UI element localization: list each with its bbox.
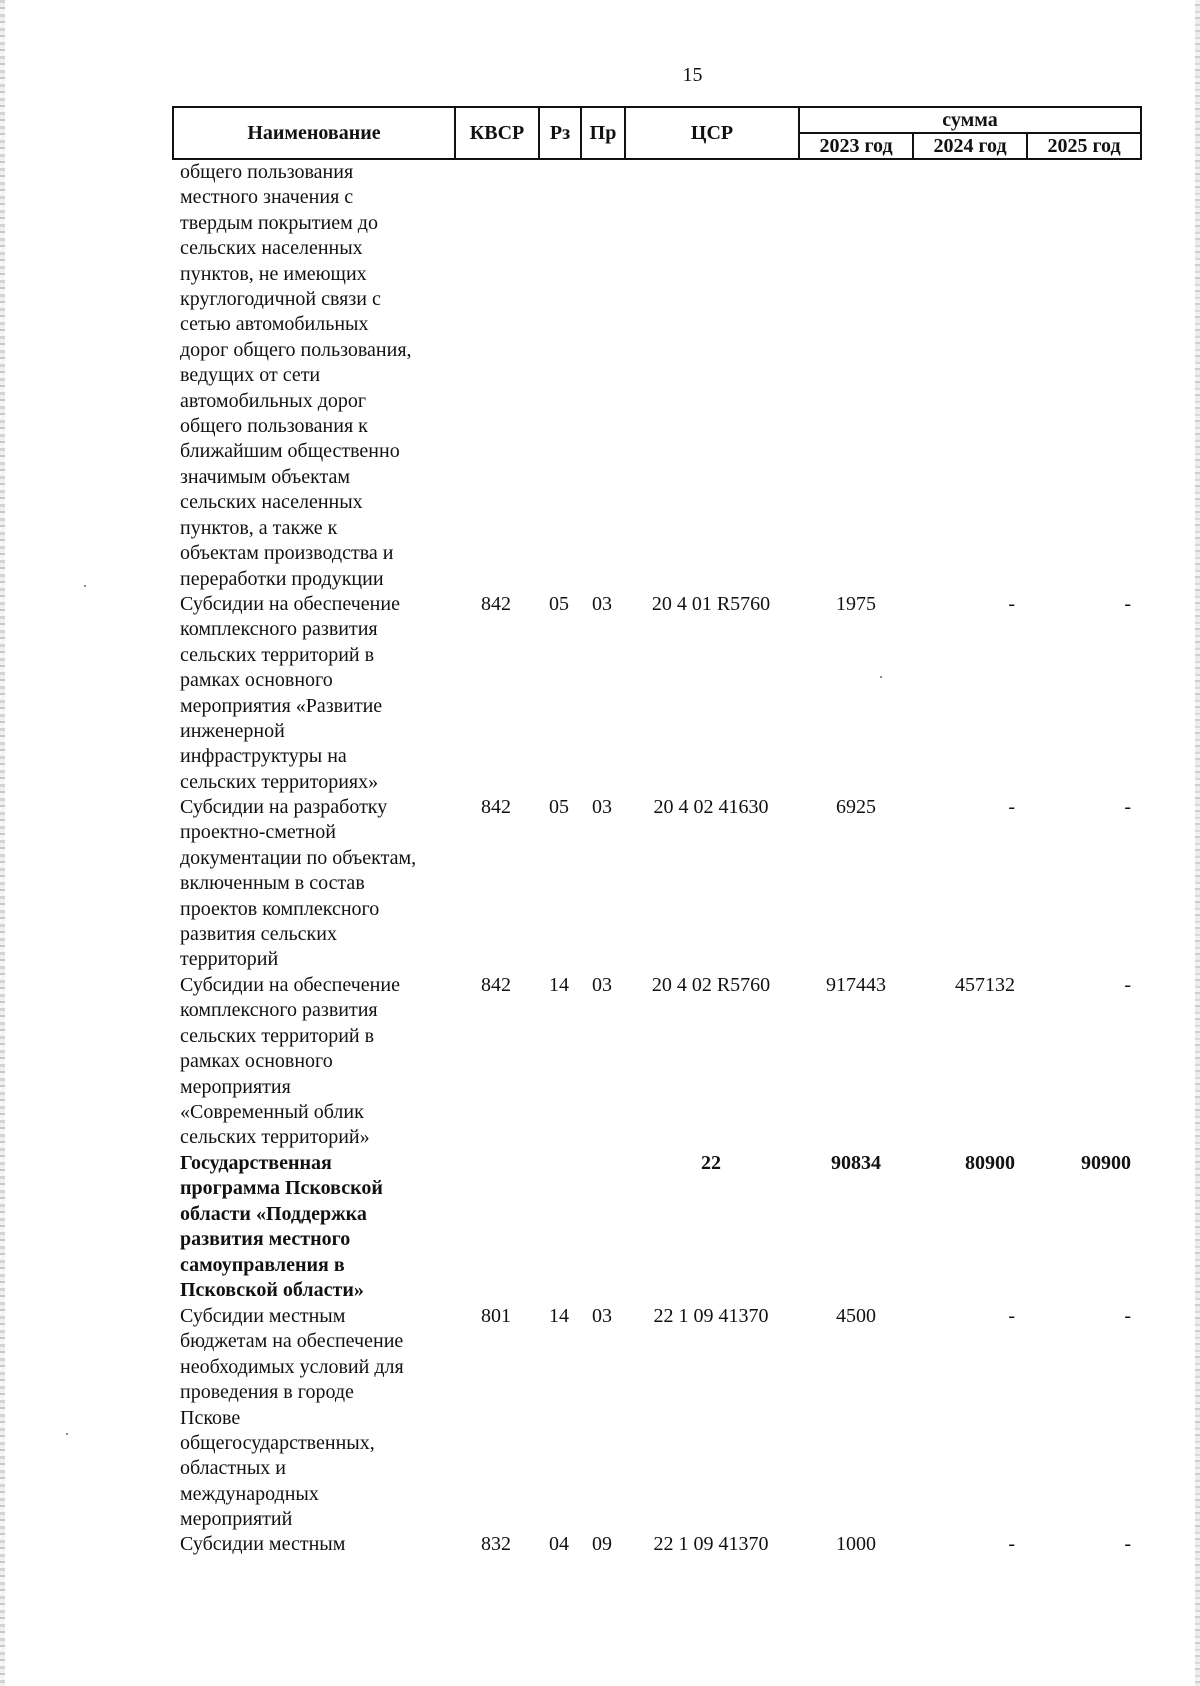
- row-name: Субсидии на обеспечение комплексного развития сельских территорий в рамках основного мероприятия «Современный облик сельских территорий»: [180, 974, 400, 1149]
- row-csr: 22 1 09 41370: [653, 1533, 769, 1555]
- table-row: [172, 1304, 1140, 1532]
- row-2024: -: [1008, 1305, 1015, 1327]
- row-rz: 14: [549, 974, 569, 996]
- header-sum: сумма: [799, 107, 1141, 133]
- row-2023: 4500: [836, 1305, 876, 1327]
- row-2024: -: [1008, 1533, 1015, 1555]
- row-rz: 04: [549, 1533, 569, 1555]
- row-csr: 20 4 02 41630: [653, 796, 769, 818]
- row-2024: 457132: [955, 974, 1015, 996]
- row-2025: -: [1124, 1533, 1131, 1555]
- header-year-2025: 2025 год: [1027, 133, 1141, 159]
- row-pr: 03: [592, 796, 612, 818]
- header-kvsr: КВСР: [455, 107, 539, 159]
- row-kvsr: 842: [481, 796, 511, 818]
- row-pr: 03: [592, 974, 612, 996]
- page-number: 15: [682, 64, 703, 86]
- row-2025: -: [1124, 974, 1131, 996]
- row-rz: 05: [549, 593, 569, 615]
- row-pr: 03: [592, 1305, 612, 1327]
- row-2025: -: [1124, 1305, 1131, 1327]
- table-row: [172, 160, 1140, 592]
- row-2025: -: [1124, 796, 1131, 818]
- table-row: [172, 973, 1140, 1151]
- header-pr: Пр: [581, 107, 625, 159]
- row-pr: 03: [592, 593, 612, 615]
- row-2024: -: [1008, 593, 1015, 615]
- row-kvsr: 832: [481, 1533, 511, 1555]
- header-csr: ЦСР: [625, 107, 799, 159]
- table-header: [172, 106, 1142, 160]
- scan-edge-right: [1195, 0, 1200, 1686]
- row-2023: 1000: [836, 1533, 876, 1555]
- row-name: Субсидии местным: [180, 1533, 346, 1555]
- row-2023: 917443: [826, 974, 886, 996]
- row-2023: 90834: [831, 1152, 881, 1174]
- header-year-2024: 2024 год: [913, 133, 1027, 159]
- scan-speck: [66, 1433, 68, 1435]
- table-row: [172, 1532, 1140, 1562]
- row-name: Государственная программа Псковской области «Поддержка развития местного самоуправления в Псковской области»: [180, 1152, 383, 1302]
- header-rz: Рз: [539, 107, 581, 159]
- table-row: [172, 795, 1140, 973]
- header-year-2023: 2023 год: [799, 133, 913, 159]
- row-name: Субсидии на разработку проектно-сметной документации по объектам, включенным в состав проектов комплексного развития сельских территорий: [180, 796, 417, 971]
- row-name: Субсидии на обеспечение комплексного развития сельских территорий в рамках основного мероприятия «Развитие инженерной инфраструктуры на сельских территориях»: [180, 593, 400, 793]
- row-name: Субсидии местным бюджетам на обеспечение необходимых условий для проведения в городе Пскове общегосударственных, областных и международных мероприятий: [180, 1305, 404, 1531]
- row-kvsr: 801: [481, 1305, 511, 1327]
- row-2024: -: [1008, 796, 1015, 818]
- row-2025: 90900: [1081, 1152, 1131, 1174]
- budget-table: [172, 106, 1140, 1562]
- row-2025: -: [1124, 593, 1131, 615]
- header-name: Наименование: [173, 107, 455, 159]
- row-kvsr: 842: [481, 974, 511, 996]
- row-name: общего пользования местного значения с твердым покрытием до сельских населенных пунктов, не имеющих круглогодичной связи с сетью автомобильных дорог общего пользования, ведущих от сети автомобильных дорог общего пользования к ближайшим общественно значимым объектам сельских населенных пунктов, а также к объектам производства и переработки продукции: [180, 161, 412, 590]
- table-body: [172, 160, 1140, 1562]
- row-csr: 20 4 02 R5760: [651, 974, 771, 996]
- row-pr: 09: [592, 1533, 612, 1555]
- row-2023: 1975: [836, 593, 876, 615]
- scan-edge-left: [0, 0, 5, 1686]
- row-rz: 14: [549, 1305, 569, 1327]
- row-csr: 20 4 01 R5760: [651, 593, 771, 615]
- row-csr: 22 1 09 41370: [653, 1305, 769, 1327]
- table-row-program: [172, 1151, 1140, 1304]
- row-csr: 22: [701, 1152, 721, 1174]
- table-row: [172, 592, 1140, 795]
- row-2024: 80900: [965, 1152, 1015, 1174]
- row-rz: 05: [549, 796, 569, 818]
- scan-speck: [84, 585, 86, 587]
- row-kvsr: 842: [481, 593, 511, 615]
- row-2023: 6925: [836, 796, 876, 818]
